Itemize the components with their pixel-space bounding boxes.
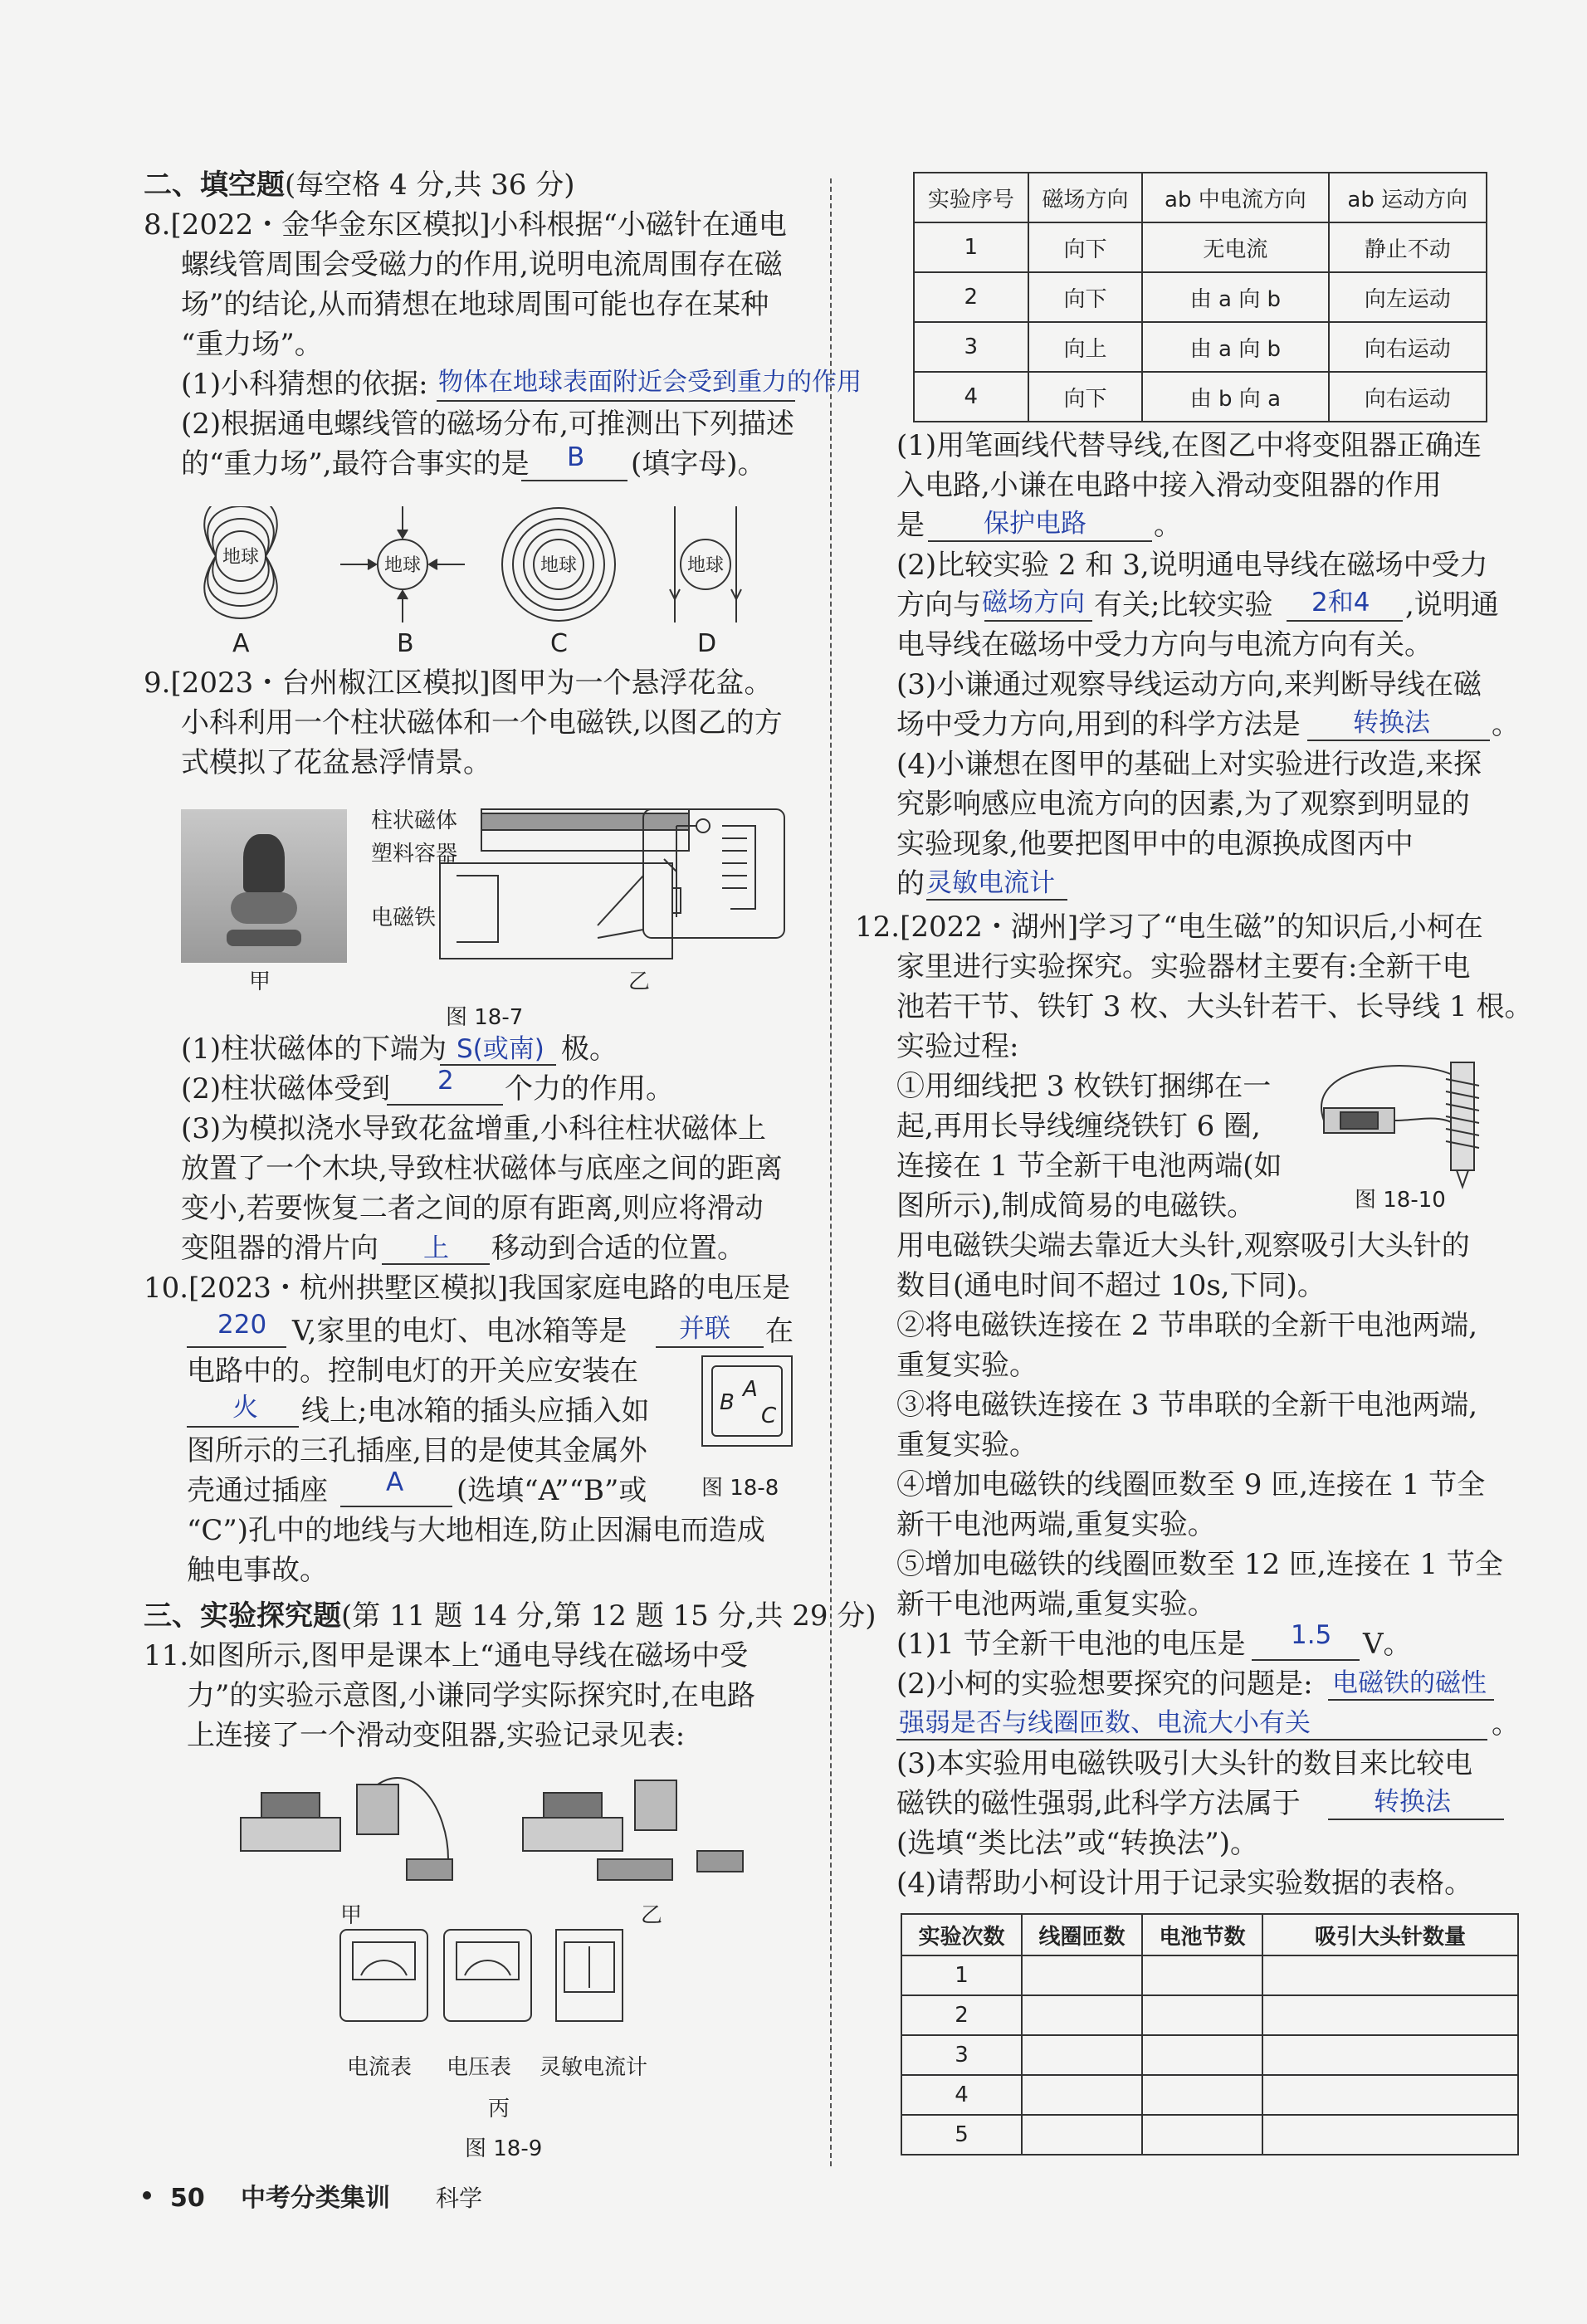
q10-answer1-line — [187, 1346, 286, 1348]
earth-label-b: 地球 — [384, 555, 422, 576]
q10-answer2-line — [656, 1346, 764, 1348]
q12-step3: 重复实验。 — [896, 1428, 1038, 1462]
q12-answer2-line — [1328, 1699, 1494, 1701]
q11-part4: (4)小谦想在图甲的基础上对实验进行改造,来探 — [896, 748, 1482, 781]
table-cell: 3 — [914, 322, 1028, 372]
q11-answer3: 2和4 — [1311, 588, 1370, 618]
q10-answer2: 并联 — [679, 1314, 730, 1344]
table-cell: 3 — [901, 2035, 1022, 2075]
table-cell: 向左运动 — [1329, 272, 1487, 322]
socket-a: A — [743, 1377, 758, 1402]
table-cell: 4 — [901, 2075, 1022, 2115]
q11-part2: ,说明通 — [1405, 588, 1499, 622]
fig-jia: 甲 — [340, 1903, 363, 1928]
q12-step2: ②将电磁铁连接在 2 节串联的全新干电池两端, — [896, 1309, 1478, 1342]
fig-bing: 丙 — [488, 2097, 510, 2121]
q12-line: 实验过程: — [896, 1030, 1019, 1063]
q8-answer1-line — [437, 400, 795, 402]
table-cell: 5 — [901, 2115, 1022, 2155]
label-galvanometer: 灵敏电流计 — [540, 2055, 648, 2080]
q9-part2: 个力的作用。 — [505, 1072, 674, 1106]
q12-step1: 用电磁铁尖端去靠近大头针,观察吸引大头针的 — [896, 1229, 1470, 1262]
q10-line: 在 — [765, 1315, 794, 1348]
q9-answer2: 2 — [437, 1066, 454, 1096]
q9-line: 式模拟了花盆悬浮情景。 — [181, 746, 491, 779]
fig-18-8-caption: 图 18-8 — [701, 1476, 779, 1501]
q10-line: 壳通过插座 — [187, 1474, 328, 1507]
q10-answer1: 220 — [217, 1310, 267, 1340]
q11-answer1-line — [928, 540, 1152, 542]
label-ammeter: 电流表 — [347, 2055, 413, 2080]
table-cell: 向上 — [1028, 322, 1143, 372]
q10-line: 图所示的三孔插座,目的是使其金属外 — [187, 1434, 647, 1467]
q12-answer2-line — [896, 1739, 1487, 1741]
table-cell: 由 b 向 a — [1142, 372, 1328, 422]
q9-answer1: S(或南) — [457, 1034, 544, 1064]
q10-line: 10.[2023・杭州拱墅区模拟]我国家庭电路的电压是 — [144, 1272, 791, 1305]
q12-step1: ①用细线把 3 枚铁钉捆绑在一 — [896, 1070, 1272, 1103]
q11-part2: 电导线在磁场中受力方向与电流方向有关。 — [896, 628, 1433, 662]
table-cell: 由 a 向 b — [1142, 272, 1328, 322]
book-title: 中考分类集训 — [241, 2184, 390, 2213]
q9-part1: (1)柱状磁体的下端为 — [181, 1033, 447, 1066]
subject-label: 科学 — [436, 2185, 483, 2212]
table-cell: 1 — [914, 222, 1028, 272]
q12-answer1: 1.5 — [1291, 1620, 1332, 1650]
q11-line: 11.如图所示,图甲是课本上“通电导线在磁场中受 — [144, 1639, 749, 1672]
q8-line: “重力场”。 — [181, 328, 323, 361]
option-d: D — [697, 629, 717, 658]
table-cell: 无电流 — [1142, 222, 1328, 272]
q12-line: 家里进行实验探究。实验器材主要有:全新干电 — [896, 950, 1471, 984]
q11-results-table — [913, 172, 1487, 422]
table-header: 线圈匝数 — [1022, 1914, 1142, 1955]
fig-18-9-apparatus — [224, 1760, 755, 1892]
fig-yi: 乙 — [628, 969, 651, 994]
q11-part3: (3)小谦通过观察导线运动方向,来判断导线在磁 — [896, 668, 1482, 701]
q11-part3: 。 — [1492, 708, 1520, 741]
q10-answer3-line — [187, 1426, 299, 1428]
table-cell: 向右运动 — [1329, 322, 1487, 372]
q11-part1: 入电路,小谦在电路中接入滑动变阻器的作用 — [896, 469, 1442, 502]
q11-part1: 是 — [896, 509, 925, 542]
q11-line: 上连接了一个滑动变阻器,实验记录见表: — [187, 1719, 686, 1752]
q12-step4: ④增加电磁铁的线圈匝数至 9 匝,连接在 1 节全 — [896, 1468, 1486, 1501]
option-c: C — [550, 629, 568, 658]
table-cell: 2 — [914, 272, 1028, 322]
fig-18-7-caption: 图 18-7 — [446, 1005, 524, 1030]
q11-answer4-line — [1307, 740, 1490, 741]
page-number: 50 — [170, 2184, 205, 2213]
electromagnet-figure — [1295, 1046, 1511, 1195]
section3-heading: 三、实验探究题(第 11 题 14 分,第 12 题 15 分,共 29 分) — [144, 1599, 877, 1633]
q11-answer5-line — [926, 899, 1067, 901]
q11-part4: 的 — [896, 867, 925, 901]
q12-step1: 数目(通电时间不超过 10s,下同)。 — [896, 1269, 1326, 1302]
q11-answer2-line — [984, 620, 1092, 622]
q10-answer4: A — [386, 1467, 404, 1497]
q10-line: 线上;电冰箱的插头应插入如 — [301, 1394, 650, 1428]
q11-answer5: 灵敏电流计 — [926, 868, 1055, 898]
q8-answer2: B — [567, 442, 585, 472]
q9-part1: 极。 — [561, 1033, 618, 1066]
fig-jia: 甲 — [249, 969, 271, 994]
q11-answer2: 磁场方向 — [982, 588, 1085, 618]
q11-part1: 。 — [1154, 509, 1182, 542]
q9-part3: 移动到合适的位置。 — [491, 1232, 745, 1265]
table-cell: 2 — [901, 1995, 1022, 2035]
q9-part3: 放置了一个木块,导致柱状磁体与底座之间的距离 — [181, 1152, 783, 1185]
q11-part1: (1)用笔画线代替导线,在图乙中将变阻器正确连 — [896, 429, 1482, 462]
table-cell: 向右运动 — [1329, 372, 1487, 422]
socket-b: B — [720, 1390, 735, 1415]
footer-dot — [143, 2191, 151, 2200]
q11-part2: 有关;比较实验 — [1094, 588, 1273, 622]
q12-answer2: 强弱是否与线圈匝数、电流大小有关 — [899, 1708, 1311, 1738]
q8-line: 螺线管周围会受磁力的作用,说明电流周围存在磁 — [181, 248, 783, 281]
earth-label-c: 地球 — [540, 555, 578, 576]
table-cell: 向下 — [1028, 272, 1143, 322]
meters-illustration — [336, 1926, 660, 2054]
q12-part2: 。 — [1492, 1707, 1520, 1741]
column-divider — [830, 178, 832, 2166]
q9-part3: 变阻器的滑片向 — [181, 1232, 378, 1265]
option-b: B — [397, 629, 414, 658]
q12-answer2: 电磁铁的磁性 — [1332, 1668, 1487, 1698]
q11-answer1: 保护电路 — [984, 509, 1086, 539]
table-cell: 静止不动 — [1329, 222, 1487, 272]
table-cell: 4 — [914, 372, 1028, 422]
table-cell: 向下 — [1028, 222, 1143, 272]
earth-label-d: 地球 — [687, 555, 725, 576]
q10-line: 触电事故。 — [187, 1554, 328, 1587]
section2-heading: 二、填空题(每空格 4 分,共 36 分) — [144, 168, 575, 202]
label-electromagnet: 电磁铁 — [371, 906, 437, 930]
table-header: 实验序号 — [914, 173, 1028, 222]
q11-part4: 实验现象,他要把图甲中的电源换成图丙中 — [896, 828, 1414, 861]
q11-part3: 场中受力方向,用到的科学方法是 — [896, 708, 1301, 741]
q8-part1: (1)小科猜想的依据: — [181, 368, 428, 401]
q12-step5: ⑤增加电磁铁的线圈匝数至 12 匝,连接在 1 节全 — [896, 1548, 1503, 1581]
option-a: A — [232, 629, 250, 658]
label-magnet: 柱状磁体 — [371, 808, 458, 833]
q9-part3: 变小,若要恢复二者之间的原有距离,则应将滑动 — [181, 1192, 764, 1225]
table-cell: 由 a 向 b — [1142, 322, 1328, 372]
q12-part3: (3)本实验用电磁铁吸引大头针的数目来比较电 — [896, 1747, 1473, 1780]
table-header: 磁场方向 — [1028, 173, 1143, 222]
q12-step5: 新干电池两端,重复实验。 — [896, 1588, 1216, 1621]
table-header: ab 运动方向 — [1329, 173, 1487, 222]
q9-part2: (2)柱状磁体受到 — [181, 1072, 391, 1106]
three-hole-socket — [701, 1355, 793, 1447]
q12-line: 12.[2022・湖州]学习了“电生磁”的知识后,小柯在 — [855, 911, 1483, 944]
fig-yi: 乙 — [641, 1903, 663, 1928]
q8-line: 8.[2022・金华金东区模拟]小科根据“小磁针在通电 — [144, 208, 787, 242]
q10-line: 电路中的。控制电灯的开关应安装在 — [187, 1355, 638, 1388]
table-header: ab 中电流方向 — [1142, 173, 1328, 222]
q12-answer1-line — [1252, 1659, 1360, 1661]
q12-answer3-line — [1328, 1819, 1504, 1820]
fig-18-10-caption: 图 18-10 — [1355, 1188, 1446, 1213]
q12-part3: (选填“类比法”或“转换法”)。 — [896, 1827, 1259, 1860]
q11-part2: (2)比较实验 2 和 3,说明通电导线在磁场中受力 — [896, 549, 1488, 582]
table-header: 实验次数 — [901, 1914, 1022, 1955]
q11-answer3-line — [1287, 620, 1403, 622]
q9-line: 9.[2023・台州椒江区模拟]图甲为一个悬浮花盆。 — [144, 666, 773, 700]
q11-part2: 方向与 — [896, 588, 981, 622]
q10-line: V,家里的电灯、电冰箱等是 — [292, 1315, 627, 1348]
q8-part2: 的“重力场”,最符合事实的是 — [181, 447, 530, 481]
q12-step4: 新干电池两端,重复实验。 — [896, 1508, 1216, 1541]
table-header: 吸引大头针数量 — [1262, 1914, 1518, 1955]
q9-line: 小科利用一个柱状磁体和一个电磁铁,以图乙的方 — [181, 706, 783, 740]
q12-part2: (2)小柯的实验想要探究的问题是: — [896, 1667, 1313, 1701]
q8-answer2-line — [521, 480, 627, 481]
label-container: 塑料容器 — [371, 842, 458, 867]
q12-part1: V。 — [1363, 1628, 1412, 1661]
q12-step3: ③将电磁铁连接在 3 节串联的全新干电池两端, — [896, 1389, 1478, 1422]
q9-part3: (3)为模拟浇水导致花盆增重,小科往柱状磁体上 — [181, 1112, 766, 1145]
q10-line: “C”)孔中的地线与大地相连,防止因漏电而造成 — [187, 1514, 765, 1547]
q11-part4: 究影响感应电流方向的因素,为了观察到明显的 — [896, 788, 1470, 821]
q10-answer3: 火 — [232, 1393, 258, 1423]
q12-step1: 起,再用长导线缠绕铁钉 6 圈, — [896, 1110, 1261, 1143]
q12-step1: 连接在 1 节全新干电池两端(如 — [896, 1150, 1282, 1183]
q12-step1: 图所示),制成简易的电磁铁。 — [896, 1189, 1256, 1223]
q8-part2: (2)根据通电螺线管的磁场分布,可推测出下列描述 — [181, 408, 794, 441]
q10-answer4-line — [340, 1506, 452, 1507]
label-voltmeter: 电压表 — [447, 2055, 512, 2080]
q12-part1: (1)1 节全新干电池的电压是 — [896, 1628, 1246, 1661]
q12-answer3: 转换法 — [1374, 1787, 1451, 1817]
q12-step2: 重复实验。 — [896, 1349, 1038, 1382]
earth-label-a: 地球 — [222, 547, 260, 568]
table-cell: 1 — [901, 1955, 1022, 1995]
q9-answer3: 上 — [423, 1233, 449, 1263]
q11-line: 力”的实验示意图,小谦同学实际探究时,在电路 — [187, 1679, 755, 1712]
q8-line: 场”的结论,从而猜想在地球周围可能也存在某种 — [181, 288, 769, 321]
q8-answer1: 物体在地球表面附近会受到重力的作用 — [438, 368, 862, 397]
q10-line: (选填“A”“B”或 — [457, 1474, 647, 1507]
q12-record-table — [901, 1913, 1519, 2156]
q8-part2: (填字母)。 — [631, 447, 766, 481]
floating-planter-photo — [181, 809, 347, 963]
q12-line: 池若干节、铁钉 3 枚、大头针若干、长导线 1 根。 — [896, 990, 1533, 1023]
fig-18-9-caption: 图 18-9 — [465, 2136, 543, 2161]
table-header: 电池节数 — [1142, 1914, 1262, 1955]
socket-c: C — [761, 1404, 777, 1428]
q12-part3: 磁铁的磁性强弱,此科学方法属于 — [896, 1787, 1301, 1820]
table-cell: 向下 — [1028, 372, 1143, 422]
q9-answer2-line — [387, 1104, 503, 1106]
q12-part4: (4)请帮助小柯设计用于记录实验数据的表格。 — [896, 1867, 1473, 1900]
q11-answer4: 转换法 — [1353, 708, 1430, 738]
